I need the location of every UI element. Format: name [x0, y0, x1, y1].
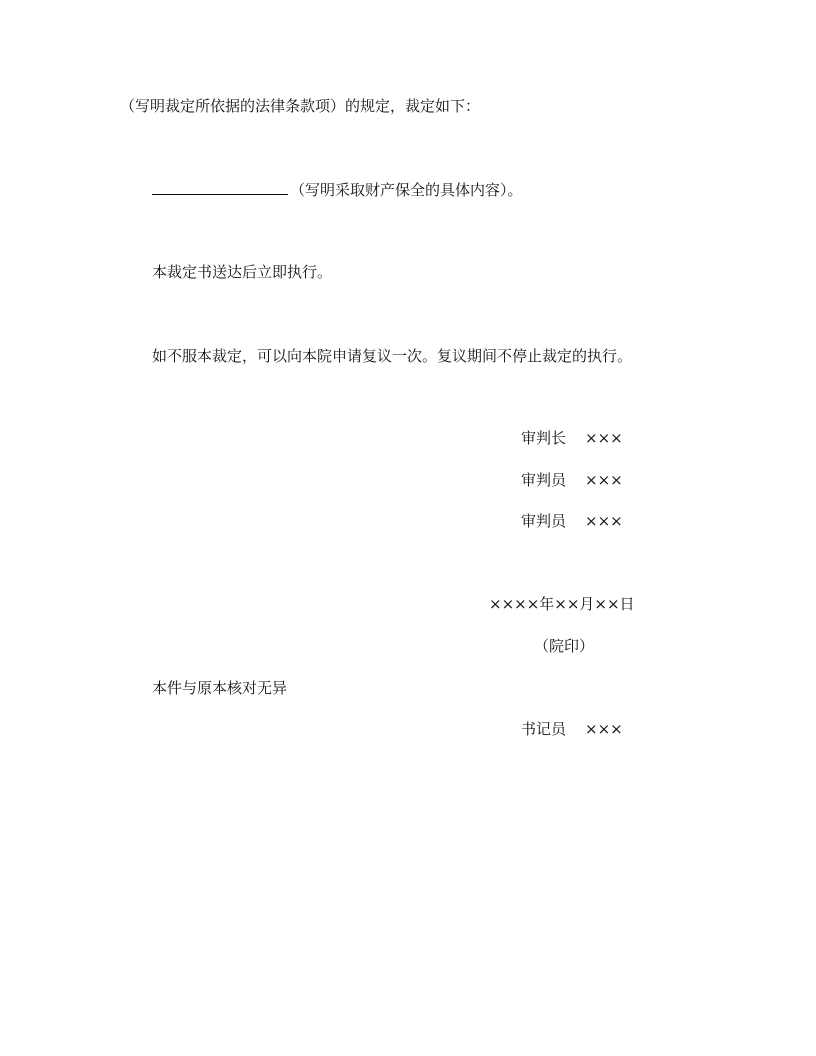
review-note: 如不服本裁定，可以向本院申请复议一次。复议期间不停止裁定的执行。	[152, 347, 633, 365]
document-date: ××××年××月××日	[489, 595, 635, 613]
verification-note: 本件与原本核对无异	[152, 679, 288, 697]
signature-role: 审判员	[521, 512, 567, 530]
measure-line	[152, 180, 523, 200]
intro-line: （写明裁定所依据的法律条款项）的规定，裁定如下：	[120, 97, 481, 115]
execution-note: 本裁定书送达后立即执行。	[152, 263, 333, 281]
signature-name: ×××	[585, 471, 623, 489]
signature-clerk	[521, 719, 623, 739]
signature-name: ×××	[585, 512, 623, 530]
signature-role: 书记员	[521, 720, 567, 738]
court-seal: （院印）	[534, 637, 595, 655]
signature-chief-judge	[521, 428, 623, 448]
signature-role: 审判员	[521, 471, 567, 489]
signature-name: ×××	[585, 720, 623, 738]
fill-in-blank	[152, 182, 288, 195]
measure-note: （写明采取财产保全的具体内容）。	[290, 181, 523, 199]
signature-judge-2	[521, 511, 623, 531]
signature-role: 审判长	[521, 429, 567, 447]
signature-name: ×××	[585, 429, 623, 447]
signature-judge-1	[521, 470, 623, 490]
